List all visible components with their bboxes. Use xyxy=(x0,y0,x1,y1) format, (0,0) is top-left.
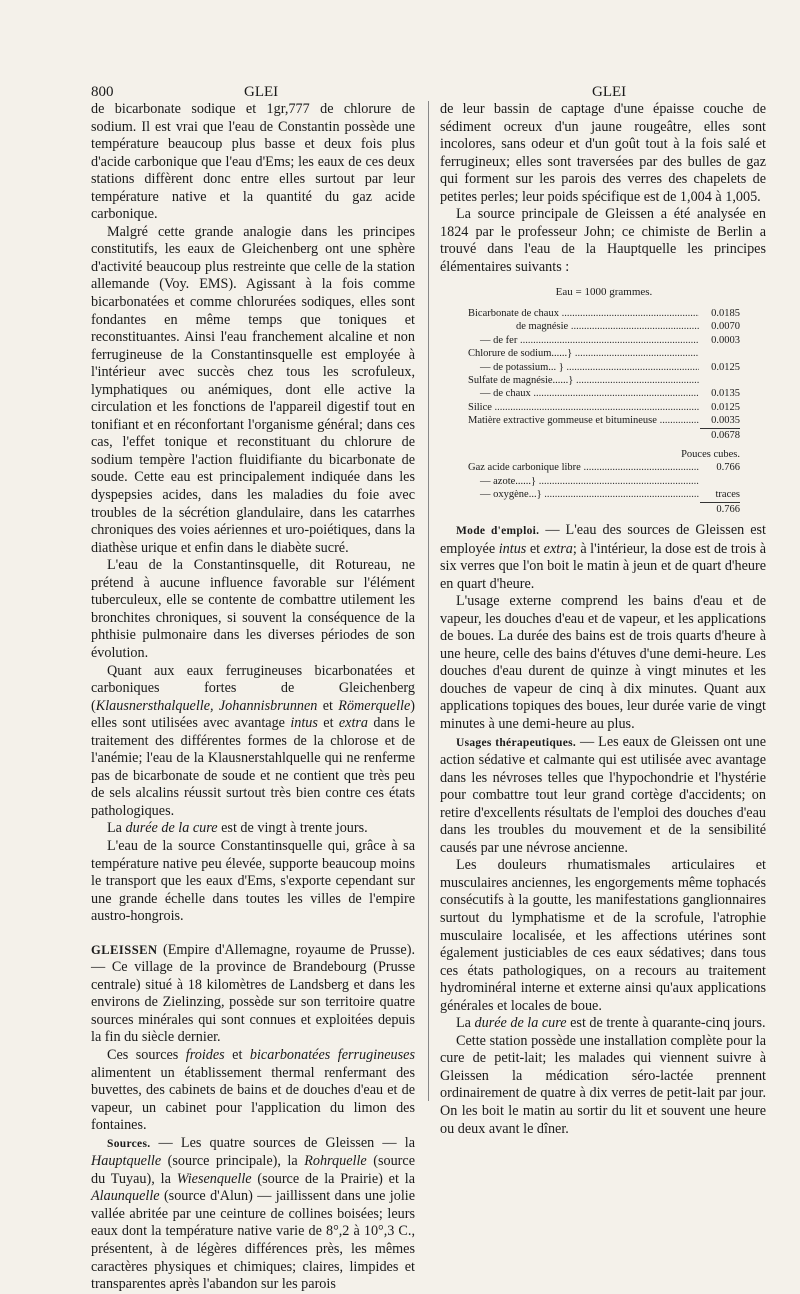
paragraph: La durée de la cure est de trente à quarante-cinq jours. xyxy=(456,1015,766,1032)
gas-unit: Pouces cubes. xyxy=(681,448,740,460)
row-value: 0.0125 xyxy=(699,361,740,374)
table-caption: Eau = 1000 grammes. xyxy=(555,286,653,299)
table-row xyxy=(468,401,740,414)
row-value: 0.0003 xyxy=(699,334,740,347)
table-row xyxy=(468,334,740,347)
table-row xyxy=(468,414,740,427)
table-rows xyxy=(468,307,740,428)
table-row xyxy=(468,387,740,400)
row-value: 0.0125 xyxy=(699,401,740,414)
running-head-left: GLEI xyxy=(244,84,279,100)
gas-total: 0.766 xyxy=(468,502,740,516)
row-label: — de fer ..... xyxy=(468,334,699,347)
row-value: traces xyxy=(699,488,740,501)
table-row xyxy=(468,361,740,374)
table-row xyxy=(468,374,740,387)
paragraph: L'eau de la source Constantinsquelle qui, grâce à sa température native peu élevée, supporte beaucoup moins le transport que les eaux d'Ems, s'exporte cependant sur une grande échelle dans toutes les villes de l'empire austro-hongrois. xyxy=(91,837,415,925)
entry-headword: GLEISSEN xyxy=(91,942,158,957)
subheading: Sources. xyxy=(107,1137,151,1150)
paragraph: La durée de la cure est de vingt à trente jours. xyxy=(107,820,368,837)
row-value xyxy=(699,475,740,488)
row-label: — oxygène...} ..... xyxy=(468,488,699,501)
row-label: — de potassium... } ..... xyxy=(468,361,699,374)
paragraph: Les douleurs rhumatismales articulaires et musculaires anciennes, les engorgements même tophacés consécutifs à la goutte, les manifestations ganglionnaires surtout du lymphatisme et de la scrofule, l'atrophie musculaire localisée, et les affections utérines sont également justiciables de ces eaux sédatives; dans tous ces états pathologiques, on a recours au traitement hydrominéral interne et externe ainsi qu'aux applications générales et locales de boue. xyxy=(440,857,766,1014)
row-value xyxy=(699,374,740,387)
paragraph: Sources. — Les quatre sources de Gleissen — la Hauptquelle (source principale), la Rohrquelle (source du Tuyau), la Wiesenquelle (source de la Prairie) et la Alaunquelle (source d'Alun) — jaillissent dans une jolie vallée abritée par une ceinture de collines boisées; leurs eaux dont la température native varie de 8°,2 à 10°,3 C., présentent, à de légères différences près, les mêmes caractères physiques et chimiques; claires, limpides et transparentes après l'abandon sur les parois xyxy=(91,1134,415,1293)
row-value: 0.0070 xyxy=(699,320,740,333)
paragraph: Quant aux eaux ferrugineuses bicarbonatées et carboniques fortes de Gleichenberg (Klausnersthalquelle, Johannisbrunnen et Römerquelle) elles sont utilisées avec avantage intus et extra dans le traitement des différentes formes de la chlorose et de l'anémie; l'eau de la Klausnerstahlquelle qui ne renferme pas de bicarbonate de soude et ne contient que très peu de sels alcalins réussit surtout très bien contre ces états pathologiques. xyxy=(91,662,415,819)
analysis-table xyxy=(468,286,740,516)
row-label: Sulfate de magnésie......} ..... xyxy=(468,374,699,387)
table-row xyxy=(468,320,740,333)
row-value xyxy=(699,347,740,360)
subheading: Mode d'emploi. xyxy=(456,524,540,537)
row-label: Bicarbonate de chaux ..... xyxy=(468,307,699,320)
row-value: 0.0185 xyxy=(699,307,740,320)
row-value: 0.0035 xyxy=(699,414,740,427)
paragraph: La source principale de Gleissen a été analysée en 1824 par le professeur John; ce chimiste de Berlin a trouvé dans l'eau de la Hauptquelle les principes élémentaires suivants : xyxy=(440,206,766,275)
row-label: Gaz acide carbonique libre ..... xyxy=(468,461,699,474)
gas-rows xyxy=(468,461,740,501)
entry-gleissen: GLEISSEN (Empire d'Allemagne, royaume de Prusse). — Ce village de la province de Brandebourg (Prusse centrale) situé à 18 kilomètres de Landsberg et dans les environs de Zielinzing, possède sur son territoire quatre sources minérales qui sont connues et exploitées depuis la fin du siècle dernier. xyxy=(91,941,415,1046)
paragraph: Mode d'emploi. — L'eau des sources de Gleissen est employée intus et extra; à l'intérieur, la dose est de trois à six verres que l'on boit le matin à jeun et de quart d'heure en quart d'heure. xyxy=(440,521,766,592)
row-label: Silice ..... xyxy=(468,401,699,414)
table-row xyxy=(468,475,740,488)
table-row xyxy=(468,461,740,474)
paragraph: L'usage externe comprend les bains d'eau et de vapeur, les douches d'eau et de vapeur, et les applications de boues. La durée des bains est de trois quarts d'heure à une heure, celle des bains d'étuves d'une demi-heure. Les douches d'eau durent de quinze à vingt minutes et les douches de vapeur de cinq à dix minutes. Quant aux applications topiques des boues, leur durée varie de vingt minutes à une demi-heure au plus. xyxy=(440,593,766,732)
row-label: de magnésie ..... xyxy=(468,320,699,333)
table-total: 0.0678 xyxy=(468,428,740,442)
subheading: Usages thérapeutiques. xyxy=(456,736,577,749)
column-divider xyxy=(428,101,429,1101)
row-value: 0.0135 xyxy=(699,387,740,400)
paragraph: de bicarbonate sodique et 1gr,777 de chlorure de sodium. Il est vrai que l'eau de Constantin possède une température beaucoup plus basse et deux fois plus d'acide carbonique que l'eau d'Ems; les eaux de ces deux stations diffèrent donc entre elles surtout par leur température native et la quantité du gaz acide carbonique. xyxy=(91,101,415,223)
left-column xyxy=(91,101,415,1294)
paragraph: Ces sources froides et bicarbonatées ferrugineuses alimentent un établissement thermal renfermant des buvettes, des cabinets de bains et de douches d'eau et de vapeur, un cabinet pour l'application du limon des fontaines. xyxy=(91,1046,415,1134)
row-value: 0.766 xyxy=(699,461,740,474)
table-row xyxy=(468,488,740,501)
paragraph: L'eau de la Constantinsquelle, dit Rotureau, ne prétend à aucune influence favorable sur l'élément tuberculeux, elle se contente de combattre utilement les bronchites chroniques, si souvent la conséquence de la phthisie pulmonaire dans les diverses périodes de son évolution. xyxy=(91,557,415,661)
paragraph: Usages thérapeutiques. — Les eaux de Gleissen ont une action sédative et calmante qui est utilisée avec avantage dans les névroses telles que l'hypochondrie et l'hystérie pour combattre tout leur grand cortège d'accidents; on retire d'excellents résultats de l'emploi des douches d'eau dans les troubles du mouvement et de la sensibilité causés par une névrose ancienne. xyxy=(440,733,767,856)
right-column xyxy=(440,101,766,1138)
page-number: 800 xyxy=(91,84,114,100)
row-label: Matière extractive gommeuse et bitumineuse ..... xyxy=(468,414,699,427)
table-row xyxy=(468,347,740,360)
running-head-right: GLEI xyxy=(592,84,627,100)
paragraph: de leur bassin de captage d'une épaisse couche de sédiment ocreux d'un jaune rougeâtre, elles sont incolores, sans odeur et d'un goût tout à la fois salé et ferrugineux; elles sont traversées par des bulles de gaz qui forment sur les parois des verres des chapelets de petites perles; leur poids spécifique est de 1,004 à 1,005. xyxy=(440,101,766,205)
table-row xyxy=(468,307,740,320)
paragraph: Malgré cette grande analogie dans les principes constitutifs, les eaux de Gleichenberg ont une sphère d'activité beaucoup plus restreinte que celle de la station allemande (Voy. EMS). Agissant à la fois comme bicarbonatées et comme chlorurées sodiques, elles sont fondantes en même temps que toniques et reconstituantes. Ainsi l'eau franchement alcaline et non ferrugineuse de la Constantinsquelle est employée à l'intérieur avec succès chez tous les scrofuleux, lymphatiques ou anémiques, dont elle active la circulation et les fonctions de l'appareil digestif tout en tonifiant et en réconfortant l'organisme général; dans ces cas, l'effet tonique et reconstituant du chlorure de sodium tempère l'action fluidifiante du bicarbonate de soude. Cette eau est principalement indiquée dans les dyspepsies acides, dans les maladies du foie avec troubles de la sécrétion glandulaire, dans les catarrhes chroniques des voies aériennes et uro-poiétiques, dans la diathèse urique et enfin dans le diabète sucré. xyxy=(91,223,415,556)
row-label: Chlorure de sodium......} ..... xyxy=(468,347,699,360)
row-label: — de chaux ..... xyxy=(468,387,699,400)
paragraph: Cette station possède une installation complète pour la cure de petit-lait; les malades qui viennent suivre à Gleissen la médication séro-lactée prennent ordinairement de quatre à dix verres de petit-lait par jour. On les boit le matin au sortir du lit et souvent une heure ou deux avant le dîner. xyxy=(440,1032,766,1137)
row-label: — azote......} ..... xyxy=(468,475,699,488)
